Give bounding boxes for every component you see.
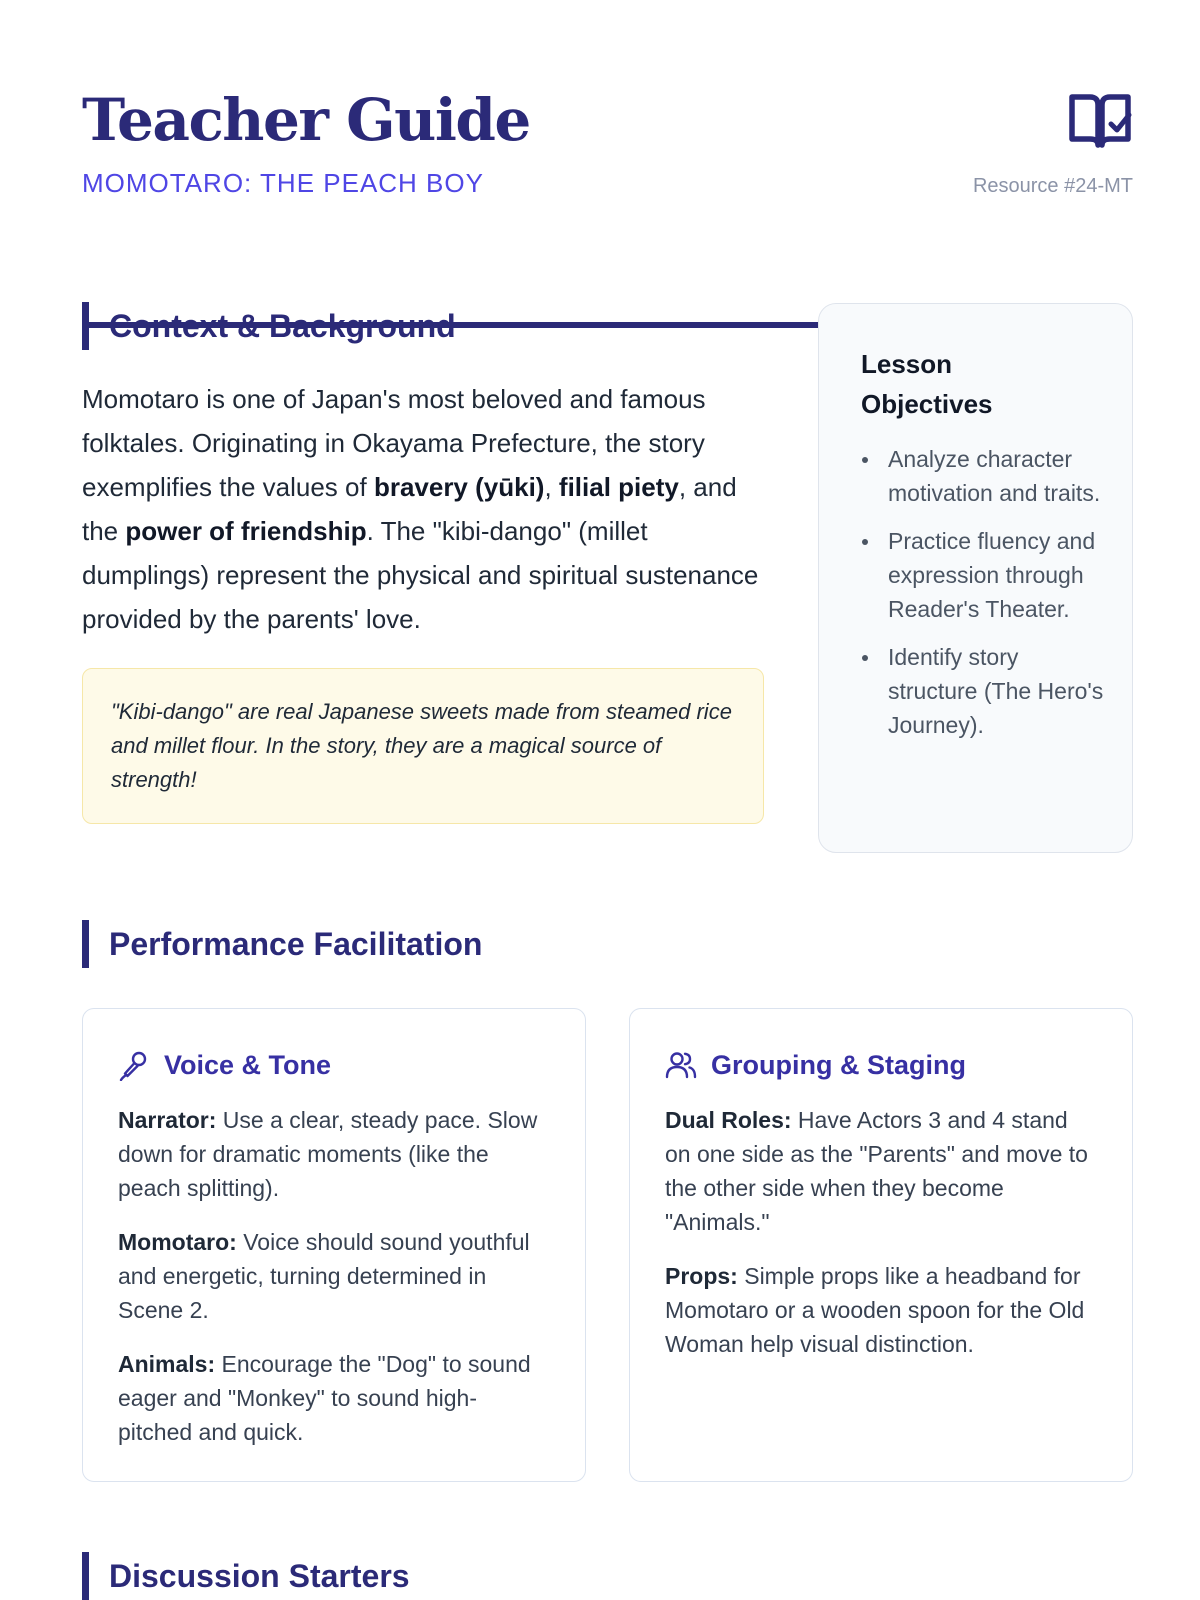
staging-props-tip <box>665 1259 1098 1361</box>
discussion-heading: Discussion Starters <box>82 1552 410 1600</box>
performance-heading: Performance Facilitation <box>82 920 482 968</box>
page-subtitle: MOMOTARO: THE PEACH BOY <box>82 168 484 198</box>
context-bold-filial-piety: filial piety <box>558 472 679 502</box>
voice-momotaro-tip <box>118 1225 551 1327</box>
staging-dual-roles-tip <box>665 1103 1098 1239</box>
grouping-staging-title: Grouping & Staging <box>711 1050 966 1080</box>
page-title: Teacher Guide <box>82 86 530 154</box>
context-bold-friendship: power of friendship <box>125 516 367 546</box>
voice-tone-title: Voice & Tone <box>164 1050 332 1080</box>
objective-item: Identify story structure (The Hero's Journey). <box>861 640 1104 742</box>
tip-text: Voice should sound youthful and energetic, turning determined in Scene 2. <box>118 1229 530 1323</box>
context-text-2: , <box>544 472 559 502</box>
tip-text: Encourage the "Dog" to sound eager and "Monkey" to sound high-pitched and quick. <box>118 1351 531 1445</box>
microphone-icon <box>118 1049 150 1081</box>
tip-text: Simple props like a headband for Momotaro or a wooden spoon for the Old Woman help visual distinction. <box>665 1263 1085 1357</box>
tip-label: Narrator: <box>118 1107 217 1133</box>
voice-animals-tip <box>118 1347 551 1449</box>
context-heading: Context & Background <box>82 302 456 350</box>
context-bold-bravery: bravery (yūki) <box>373 472 545 502</box>
context-text-4: . The "kibi-dango" (millet dumplings) represent the physical and spiritual sustenance provided by the parents' love. <box>82 516 759 634</box>
tip-label: Props: <box>665 1263 738 1289</box>
grouping-staging-card <box>629 1008 1133 1482</box>
users-icon <box>665 1049 697 1081</box>
resource-id: Resource #24-MT <box>972 175 1133 197</box>
objectives-list <box>861 442 1104 742</box>
kibi-dango-note: "Kibi-dango" are real Japanese sweets made from steamed rice and millet flour. In the story, they are a magical source of strength! <box>82 668 764 824</box>
voice-narrator-tip <box>118 1103 551 1205</box>
objective-item: Practice fluency and expression through Reader's Theater. <box>861 524 1104 626</box>
objective-item: Analyze character motivation and traits. <box>861 442 1104 510</box>
tip-text: Have Actors 3 and 4 stand on one side as the "Parents" and move to the other side when they become "Animals." <box>665 1107 1088 1235</box>
tip-text: Use a clear, steady pace. Slow down for dramatic moments (like the peach splitting). <box>118 1107 538 1201</box>
lesson-objectives-panel <box>818 303 1133 853</box>
guide-header <box>82 80 1133 250</box>
tip-label: Dual Roles: <box>665 1107 792 1133</box>
objectives-title: Lesson Objectives <box>861 349 993 419</box>
teacher-guide-page <box>82 0 1133 1600</box>
voice-tone-card-header <box>118 1045 551 1085</box>
context-text-1: Momotaro is one of Japan's most beloved and famous folktales. Originating in Okayama Prefecture, the story exemplifies the values of <box>82 384 706 502</box>
tip-label: Momotaro: <box>118 1229 237 1255</box>
grouping-staging-card-header <box>665 1045 1098 1085</box>
context-paragraph <box>82 377 772 641</box>
context-text-3: , and the <box>82 472 737 546</box>
voice-tone-card <box>82 1008 586 1482</box>
tip-label: Animals: <box>118 1351 216 1377</box>
book-check-icon <box>1067 88 1133 154</box>
